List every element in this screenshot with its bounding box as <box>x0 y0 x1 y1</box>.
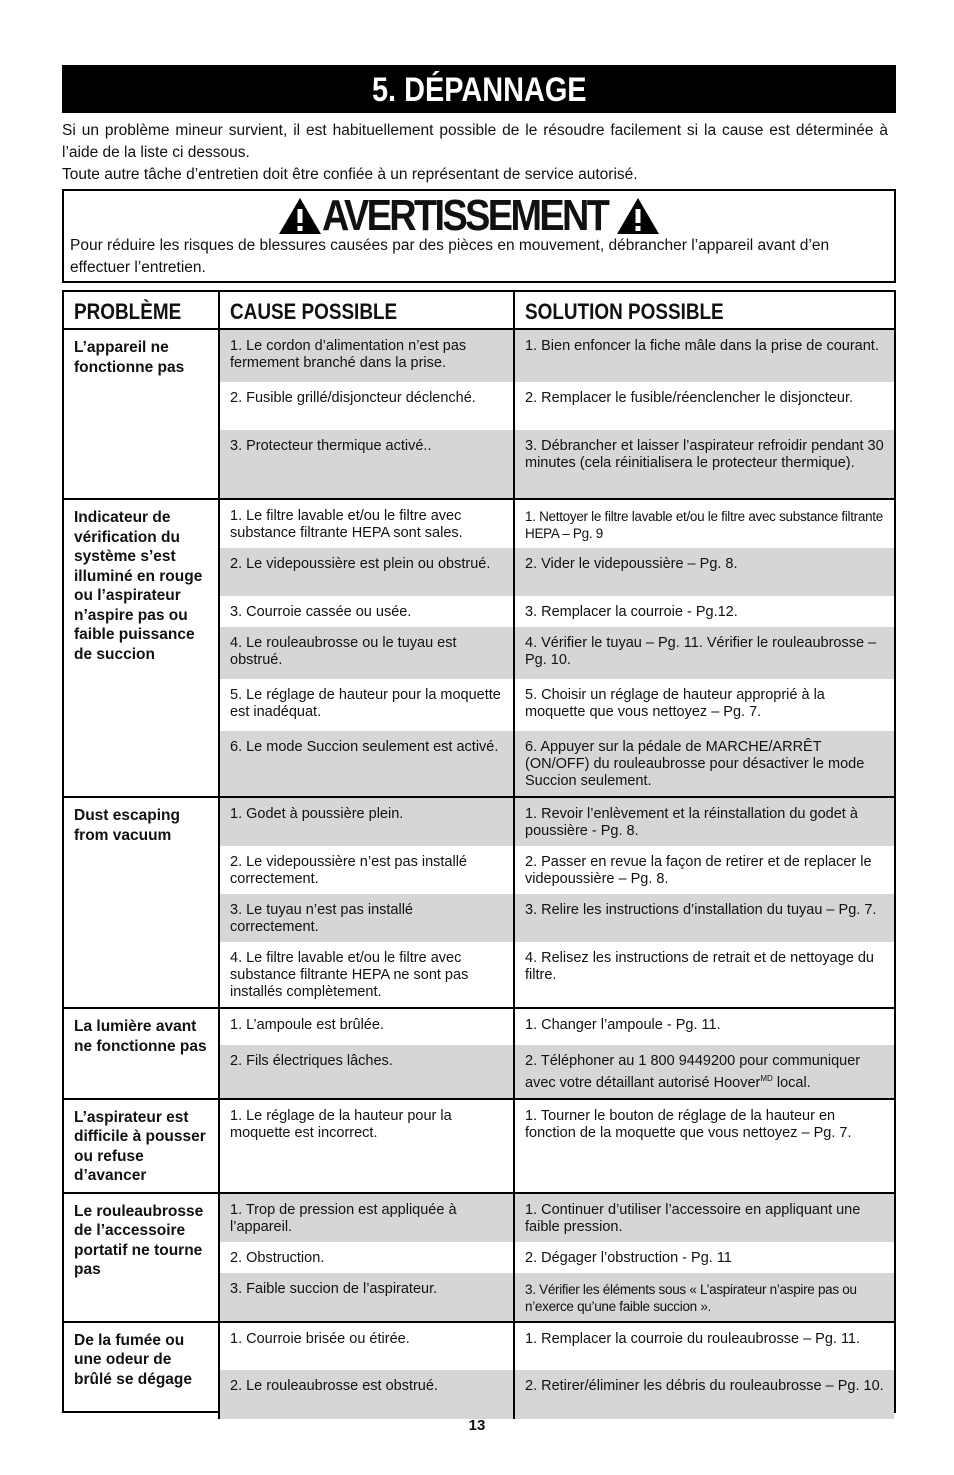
cause-cell: 1. Le filtre lavable et/ou le filtre avec substance filtrante HEPA sont sales. <box>219 499 514 548</box>
header-cause: CAUSE POSSIBLE <box>219 292 514 329</box>
cause-cell: 2. Fusible grillé/disjoncteur déclenché. <box>219 382 514 430</box>
table-row <box>64 1008 894 1045</box>
solution-cell: 2. Remplacer le fusible/réenclencher le disjoncteur. <box>525 390 854 406</box>
header-solution: SOLUTION POSSIBLE <box>514 292 894 329</box>
table-row <box>64 1322 894 1370</box>
table-header-row <box>64 292 894 329</box>
cause-cell: 2. Le rouleaubrosse est obstrué. <box>219 1370 514 1419</box>
solution-cell: 2. Vider le videpoussière – Pg. 8. <box>514 548 894 596</box>
solution-cell: 6. Appuyer sur la pédale de MARCHE/ARRÊT (ON/OFF) du rouleaubrosse pour désactiver le mode Succion seulement. <box>514 731 894 797</box>
solution-text: 2. Téléphoner au 1 800 9449200 pour communiquer avec votre détaillant autorisé Hoover <box>525 1053 861 1091</box>
table-row <box>64 1193 894 1242</box>
problem-cell: Indicateur de vérification du système s’est illuminé en rouge ou l’aspirateur n’aspire pas ou faible puissance de succion <box>64 499 219 797</box>
problem-cell: Le rouleaubrosse de l’accessoire portatif ne tourne pas <box>64 1193 219 1322</box>
solution-cell: 1. Continuer d’utiliser l’accessoire en appliquant une faible pression. <box>514 1193 894 1242</box>
cause-cell: 1. Le réglage de la hauteur pour la moquette est incorrect. <box>219 1099 514 1193</box>
problem-cell: L’aspirateur est difficile à pousser ou refuse d’avancer <box>64 1099 219 1193</box>
cause-cell: 2. Fils électriques lâches. <box>219 1045 514 1099</box>
solution-cell: 3. Débrancher et laisser l’aspirateur refroidir pendant 30 minutes (cela réinitialisera le protecteur thermique). <box>514 430 894 499</box>
solution-cell: 3. Relire les instructions d’installation du tuyau – Pg. 7. <box>514 894 894 942</box>
solution-cell <box>514 1045 894 1099</box>
solution-cell: 2. Dégager l’obstruction - Pg. 11 <box>525 1249 732 1266</box>
warning-triangle-icon <box>616 197 660 235</box>
solution-cell: 1. Tourner le bouton de réglage de la hauteur en fonction de la moquette que vous nettoyez – Pg. 7. <box>514 1099 894 1193</box>
cause-cell: 3. Le tuyau n’est pas installé correctement. <box>219 894 514 942</box>
warning-triangle-icon <box>278 197 322 235</box>
trademark-mark: MD <box>760 1074 773 1083</box>
solution-cell: 3. Vérifier les éléments sous « L’aspirateur n’aspire pas ou n’exerce qu’une faible succion ». <box>514 1273 894 1322</box>
cause-cell: 1. Trop de pression est appliquée à l’appareil. <box>219 1193 514 1242</box>
cause-cell: 5. Le réglage de hauteur pour la moquette est inadéquat. <box>219 679 514 731</box>
table-row <box>64 1099 894 1193</box>
cause-cell: 2. Le videpoussière n’est pas installé correctement. <box>219 846 514 894</box>
solution-cell: 1. Revoir l’enlèvement et la réinstallation du godet à poussière - Pg. 8. <box>514 797 894 846</box>
solution-cell: 1. Changer l’ampoule - Pg. 11. <box>525 1017 721 1033</box>
page-number: 13 <box>468 1417 486 1434</box>
intro-paragraph-2: Toute autre tâche d’entretien doit être confiée à un représentant de service autorisé. <box>62 166 638 183</box>
problem-cell: De la fumée ou une odeur de brûlé se dégage <box>64 1322 219 1419</box>
cause-cell: 1. Godet à poussière plein. <box>219 797 514 846</box>
solution-cell: 1. Remplacer la courroie du rouleaubrosse – Pg. 11. <box>525 1330 861 1347</box>
cause-cell: 3. Faible succion de l’aspirateur. <box>219 1273 514 1322</box>
solution-text-tail: local. <box>772 1074 811 1091</box>
section-title: 5. DÉPANNAGE <box>62 65 896 113</box>
problem-cell: L’appareil ne fonctionne pas <box>64 329 219 499</box>
cause-cell: 4. Le filtre lavable et/ou le filtre avec substance filtrante HEPA ne sont pas installés complètement. <box>219 942 514 1008</box>
table-row <box>64 329 894 382</box>
cause-cell: 1. Le cordon d’alimentation n’est pas fermement branché dans la prise. <box>219 329 514 382</box>
warning-title: AVERTISSEMENT <box>322 191 608 240</box>
cause-cell: 4. Le rouleaubrosse ou le tuyau est obstrué. <box>219 627 514 679</box>
table-row <box>64 499 894 548</box>
intro-text <box>62 120 888 186</box>
problem-cell: La lumière avant ne fonctionne pas <box>64 1008 219 1099</box>
warning-heading <box>278 191 660 240</box>
solution-cell: 3. Remplacer la courroie - Pg.12. <box>525 604 738 620</box>
cause-cell: 2. Le videpoussière est plein ou obstrué. <box>219 548 514 596</box>
header-problem: PROBLÈME <box>64 292 219 329</box>
solution-cell: 1. Nettoyer le filtre lavable et/ou le filtre avec substance filtrante HEPA – Pg. 9 <box>525 509 883 541</box>
warning-text: Pour réduire les risques de blessures causées par des pièces en mouvement, débrancher l’appareil avant d’en effectuer l’entretien. <box>70 237 830 276</box>
solution-cell: 4. Relisez les instructions de retrait et de nettoyage du filtre. <box>514 942 894 1008</box>
cause-cell: 1. Courroie brisée ou étirée. <box>219 1322 514 1370</box>
troubleshooting-table <box>62 290 896 1413</box>
solution-cell: 2. Retirer/éliminer les débris du rouleaubrosse – Pg. 10. <box>514 1370 894 1419</box>
solution-cell: 5. Choisir un réglage de hauteur approprié à la moquette que vous nettoyez – Pg. 7. <box>525 687 825 720</box>
table-row <box>64 797 894 846</box>
cause-cell: 3. Courroie cassée ou usée. <box>219 596 514 627</box>
cause-cell: 3. Protecteur thermique activé.. <box>219 430 514 499</box>
solution-cell: 4. Vérifier le tuyau – Pg. 11. Vérifier le rouleaubrosse – Pg. 10. <box>514 627 894 679</box>
solution-cell: 1. Bien enfoncer la fiche mâle dans la prise de courant. <box>514 329 894 382</box>
solution-cell: 2. Passer en revue la façon de retirer et de replacer le videpoussière – Pg. 8. <box>525 854 872 887</box>
intro-paragraph-1: Si un problème mineur survient, il est habituellement possible de le résoudre facilement si la cause est déterminée à l’aide de la liste ci dessous. <box>62 122 888 161</box>
warning-box <box>62 189 896 283</box>
problem-cell: Dust escaping from vacuum <box>64 797 219 1008</box>
cause-cell: 1. L’ampoule est brûlée. <box>219 1008 514 1045</box>
cause-cell: 6. Le mode Succion seulement est activé. <box>219 731 514 797</box>
cause-cell: 2. Obstruction. <box>219 1242 514 1273</box>
